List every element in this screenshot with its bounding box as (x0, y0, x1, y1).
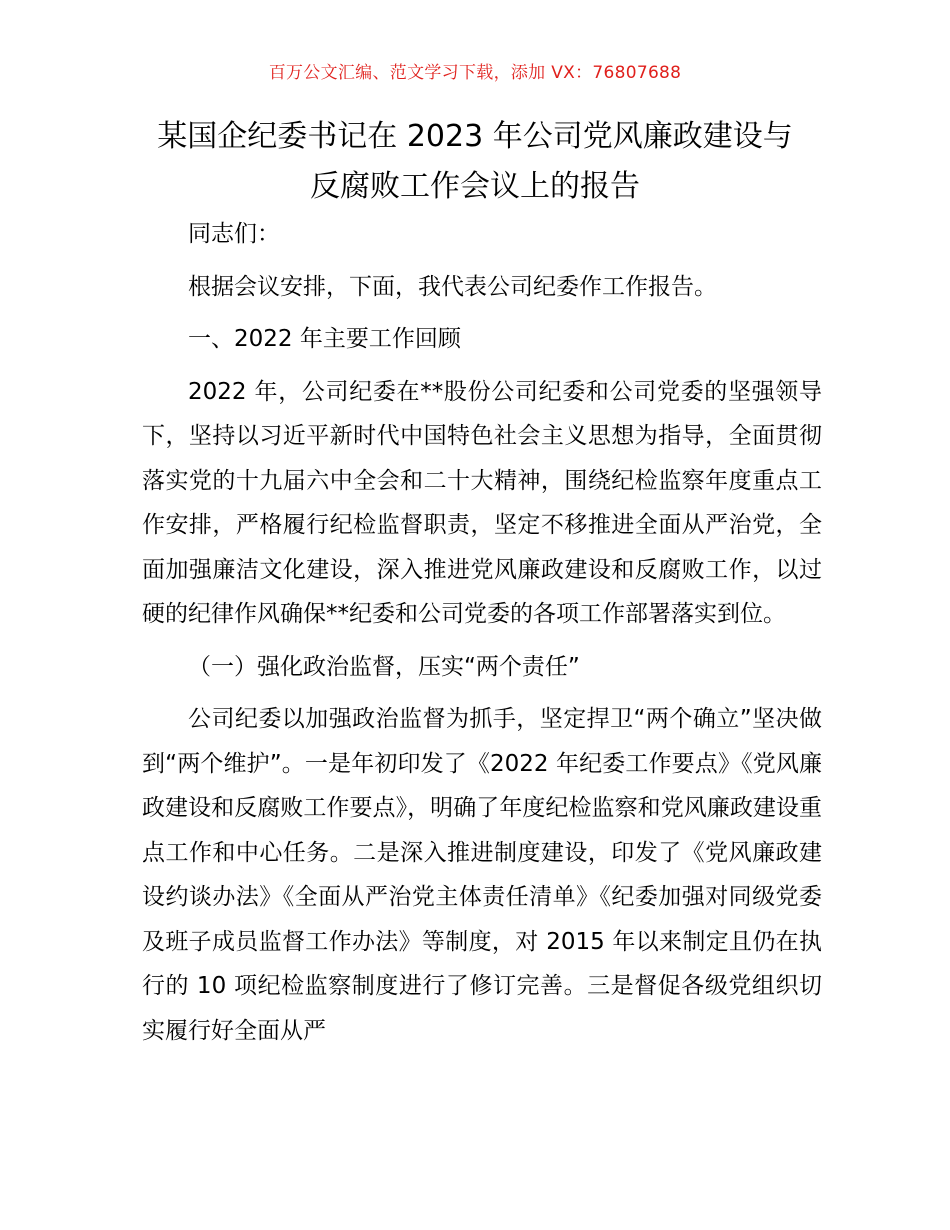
title-line-1: 某国企纪委书记在 2023 年公司党风廉政建设与 (157, 119, 793, 154)
document-title (120, 112, 830, 212)
subsection-heading: （一）强化政治监督，压实“两个责任” (188, 653, 580, 680)
document-body (142, 212, 822, 1061)
intro-paragraph: 根据会议安排，下面，我代表公司纪委作工作报告。 (188, 273, 717, 300)
title-line-2: 反腐败工作会议上的报告 (310, 169, 640, 204)
body-paragraph: 公司纪委以加强政治监督为抓手，坚定捍卫“两个确立”坚决做到“两个维护”。一是年初印发了《2022 年纪委工作要点》《党风廉政建设和反腐败工作要点》，明确了年度纪检监察和党风廉政建设重点工作和中心任务。二是深入推进制度建设，印发了《党风廉政建设约谈办法》《全面从严治党主体责任清单》《纪委加强对同级党委及班子成员监督工作办法》等制度，对 2015 年以来制定且仍在执行的 10 项纪检监察制度进行了修订完善。三是督促各级党组织切实履行好全面从严 (142, 706, 822, 1044)
watermark-header: 百万公文汇编、范文学习下载，添加 VX：76807688 (268, 63, 682, 83)
salutation: 同志们： (188, 221, 280, 247)
section-heading: 一、2022 年主要工作回顾 (188, 326, 461, 352)
body-paragraph: 2022 年，公司纪委在**股份公司纪委和公司党委的坚强领导下，坚持以习近平新时代中国特色社会主义思想为指导，全面贯彻落实党的十九届六中全会和二十大精神，围绕纪检监察年度重点工作安排，严格履行纪检监督职责，坚定不移推进全面从严治党，全面加强廉洁文化建设，深入推进党风廉政建设和反腐败工作，以过硬的纪律作风确保**纪委和公司党委的各项工作部署落实到位。 (142, 378, 822, 627)
